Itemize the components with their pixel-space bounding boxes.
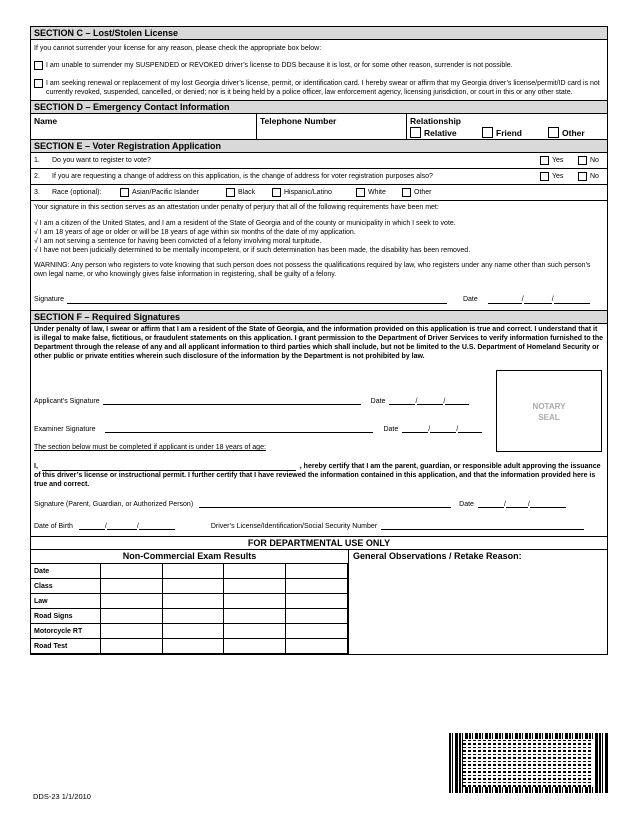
race-other-label: Other	[414, 189, 432, 196]
parent-date-year[interactable]	[527, 500, 566, 508]
voter-signature-label: Signature	[34, 296, 64, 303]
parent-date-month[interactable]	[478, 500, 504, 508]
examiner-signature-line[interactable]	[105, 425, 373, 433]
friend-label: Friend	[496, 127, 522, 138]
examiner-date-day[interactable]	[430, 425, 459, 433]
q2-number: 2.	[34, 173, 40, 180]
exam-cell[interactable]	[100, 564, 162, 579]
applicant-date-year[interactable]	[445, 397, 469, 405]
observations-title: General Observations / Retake Reason:	[353, 551, 522, 561]
address-change-question: If you are requesting a change of address on this application, is the change of address for voter registration purposes also?	[52, 173, 433, 180]
license-number-label: Driver’s License/Identification/Social Security Number	[210, 522, 378, 530]
dept-use-header: FOR DEPARTMENTAL USE ONLY	[31, 537, 607, 550]
examiner-signature-label: Examiner Signature	[34, 425, 96, 433]
exam-cell[interactable]	[162, 594, 224, 609]
license-number-line[interactable]	[381, 522, 584, 530]
race-label: Race (optional):	[52, 189, 102, 196]
exam-row-label: Road Test	[31, 639, 101, 654]
cert-prefix: I,	[34, 463, 38, 470]
race-hispanic-label: Hispanic/Latino	[284, 189, 332, 196]
exam-cell[interactable]	[100, 579, 162, 594]
relative-checkbox[interactable]	[410, 127, 421, 138]
register-vote-no-label: No	[590, 157, 599, 164]
relationship-field	[407, 114, 607, 139]
renewal-replacement-label: I am seeking renewal or replacement of my lost Georgia driver’s license, permit, or identification card. I hereby swear or affirm that my Georgia driver’s license/permit/ID card is not currently revoked, suspended, cancelled, or denied; nor is it being held by a police officer, law enforcement agency, licensing jurisdiction, or court in this or any other state.	[46, 80, 600, 96]
register-vote-question: Do you want to register to vote?	[52, 157, 151, 164]
exam-row	[31, 579, 348, 594]
minor-section-note: The section below must be completed if applicant is under 18 years of age:	[34, 444, 266, 451]
voter-signature-line[interactable]	[67, 296, 447, 304]
exam-results-panel	[31, 550, 349, 654]
exam-cell[interactable]	[224, 624, 286, 639]
voter-date-slash: /	[521, 296, 524, 303]
contact-name-label: Name	[34, 116, 58, 126]
exam-row-label: Road Signs	[31, 609, 101, 624]
address-change-yes-checkbox[interactable]	[540, 172, 549, 181]
relative-label: Relative	[424, 127, 457, 138]
exam-row-label: Motorcycle RT	[31, 624, 101, 639]
examiner-date-year[interactable]	[458, 425, 482, 433]
race-white-checkbox[interactable]	[356, 188, 365, 197]
parent-signature-label: Signature (Parent, Guardian, or Authorized Person)	[34, 500, 194, 508]
exam-cell[interactable]	[162, 609, 224, 624]
applicant-signature-line[interactable]	[103, 397, 361, 405]
attestation-text: Your signature in this section serves as an attestation under penalty of perjury that all of the following requirements have been met:	[34, 204, 439, 211]
requirement-age: √ I am 18 years of age or older or will be 18 years of age within six months of the date of my application.	[34, 229, 356, 236]
section-d-header: SECTION D – Emergency Contact Information	[31, 101, 607, 114]
q1-number: 1.	[34, 157, 40, 164]
unable-surrender-checkbox[interactable]	[34, 61, 43, 70]
exam-cell[interactable]	[162, 564, 224, 579]
examiner-date-slash: /	[428, 425, 431, 433]
exam-cell[interactable]	[100, 609, 162, 624]
section-c-header: SECTION C – Lost/Stolen License	[31, 27, 607, 40]
exam-cell[interactable]	[224, 639, 286, 654]
barcode-image	[449, 733, 609, 793]
application-form	[30, 26, 608, 655]
renewal-replacement-checkbox[interactable]	[34, 79, 43, 88]
voter-date-label: Date	[462, 296, 478, 303]
examiner-date-label: Date	[383, 425, 399, 433]
q3-number: 3.	[34, 189, 40, 196]
exam-cell[interactable]	[224, 609, 286, 624]
address-change-no-checkbox[interactable]	[578, 172, 587, 181]
voter-warning: WARNING: Any person who registers to vote knowing that such person does not possess the qualifications required by law, who registers under any name other than such person’s own legal name, or who knowingly gives false information in registering, shall be guilty of a felony.	[34, 262, 591, 278]
exam-cell[interactable]	[100, 594, 162, 609]
parent-date-day[interactable]	[503, 500, 528, 508]
exam-cell[interactable]	[162, 624, 224, 639]
dob-month[interactable]	[79, 522, 105, 530]
applicant-date-label: Date	[370, 397, 386, 405]
parent-name-line[interactable]	[42, 463, 296, 471]
voter-date-year[interactable]	[551, 296, 590, 304]
seal-text: SEAL	[538, 413, 560, 422]
requirement-competency: √ I have not been judicially determined to be mentally incompetent, or if such determination has been made, the disability has been removed.	[34, 247, 471, 254]
race-black-checkbox[interactable]	[226, 188, 235, 197]
examiner-date-month[interactable]	[402, 425, 431, 433]
parent-date-label: Date	[459, 500, 474, 508]
race-other-checkbox[interactable]	[402, 188, 411, 197]
address-change-yes-label: Yes	[552, 173, 564, 180]
voter-date-slash: /	[551, 296, 554, 303]
exam-row	[31, 564, 348, 579]
parent-date-slash: /	[503, 500, 506, 508]
dob-label: Date of Birth	[34, 522, 73, 530]
parent-certification	[34, 462, 604, 489]
exam-row	[31, 639, 348, 654]
voter-date-day[interactable]	[521, 296, 552, 304]
contact-name-field[interactable]	[31, 114, 257, 139]
register-vote-no-checkbox[interactable]	[578, 156, 587, 165]
observations-panel[interactable]	[349, 550, 607, 654]
register-vote-yes-checkbox[interactable]	[540, 156, 549, 165]
applicant-date-slash: /	[443, 397, 446, 405]
section-f-header: SECTION F – Required Signatures	[31, 311, 607, 324]
race-asian-checkbox[interactable]	[120, 188, 129, 197]
exam-cell[interactable]	[224, 579, 286, 594]
exam-cell[interactable]	[286, 594, 348, 609]
applicant-date-day[interactable]	[417, 397, 446, 405]
section-c-intro: If you cannot surrender your license for any reason, please check the appropriate box below:	[34, 45, 322, 52]
race-hispanic-checkbox[interactable]	[272, 188, 281, 197]
applicant-signature-label: Applicant’s Signature	[34, 397, 100, 405]
exam-row-label: Date	[31, 564, 101, 579]
notary-text: NOTARY	[532, 402, 566, 411]
other-relationship-label: Other	[562, 127, 585, 138]
exam-cell[interactable]	[224, 564, 286, 579]
dob-slash: /	[104, 522, 107, 530]
race-black-label: Black	[238, 189, 256, 196]
exam-cell[interactable]	[100, 639, 162, 654]
dob-day[interactable]	[104, 522, 137, 530]
affirmation-statement: Under penalty of law, I swear or affirm that I am a resident of the State of Georgia, and the information provided on this application is true and correct. I understand that it is illegal to make false, fictitious, or fraudulent statements on this application. I grant permission to the Department of Driver Services to verify information furnished to the Department through the release of any and all applicant information to third parties which shall include, but not be limited to the U.S. Department of Homeland Security or other public or private entities wherein such disclosure of the information by the Department is not prohibited by law.	[34, 326, 604, 360]
requirement-felony: √ I am not serving a sentence for having been convicted of a felony involving moral turpitude.	[34, 238, 322, 245]
parent-signature-line[interactable]	[199, 500, 451, 508]
race-asian-label: Asian/Pacific Islander	[132, 189, 199, 196]
exam-row	[31, 624, 348, 639]
dob-slash: /	[136, 522, 139, 530]
section-e-header: SECTION E – Voter Registration Application	[31, 140, 607, 153]
contact-phone-field[interactable]	[257, 114, 407, 139]
dob-year[interactable]	[136, 522, 175, 530]
applicant-date-slash: /	[415, 397, 418, 405]
form-id: DDS-23 1/1/2010	[33, 792, 91, 801]
exam-cell[interactable]	[286, 564, 348, 579]
parent-date-slash: /	[527, 500, 530, 508]
notary-seal-box	[496, 370, 602, 452]
exam-row	[31, 594, 348, 609]
voter-date-month[interactable]	[488, 296, 522, 304]
examiner-date-slash: /	[456, 425, 459, 433]
relationship-label: Relationship	[410, 116, 462, 126]
exam-results-title: Non-Commercial Exam Results	[122, 551, 257, 561]
exam-row-label: Class	[31, 579, 101, 594]
address-change-no-label: No	[590, 173, 599, 180]
contact-phone-label: Telephone Number	[260, 116, 337, 126]
exam-row-label: Law	[31, 594, 101, 609]
exam-cell[interactable]	[100, 624, 162, 639]
requirement-citizen: √ I am a citizen of the United States, and I am a resident of the State of Georgia and of the county or municipality in which I seek to vote.	[34, 220, 456, 227]
applicant-date-month[interactable]	[389, 397, 418, 405]
exam-results-table	[30, 563, 348, 654]
exam-cell[interactable]	[224, 594, 286, 609]
exam-cell[interactable]	[286, 609, 348, 624]
exam-row	[31, 609, 348, 624]
unable-surrender-label: I am unable to surrender my SUSPENDED or REVOKED driver’s license to DDS because it is lost, or for some other reason, surrender is not possible.	[46, 62, 513, 69]
exam-cell[interactable]	[286, 624, 348, 639]
cert-text: , hereby certify that I am the parent, guardian, or responsible adult approving the issuance of this driver’s license or instructional permit. I further certify that I have reviewed the information contained in this application, and that the information provided here is true and correct.	[34, 463, 601, 488]
register-vote-yes-label: Yes	[552, 157, 564, 164]
other-relationship-checkbox[interactable]	[548, 127, 559, 138]
friend-checkbox[interactable]	[482, 127, 493, 138]
exam-cell[interactable]	[162, 579, 224, 594]
exam-cell[interactable]	[286, 579, 348, 594]
exam-cell[interactable]	[286, 639, 348, 654]
exam-cell[interactable]	[162, 639, 224, 654]
race-white-label: White	[368, 189, 386, 196]
